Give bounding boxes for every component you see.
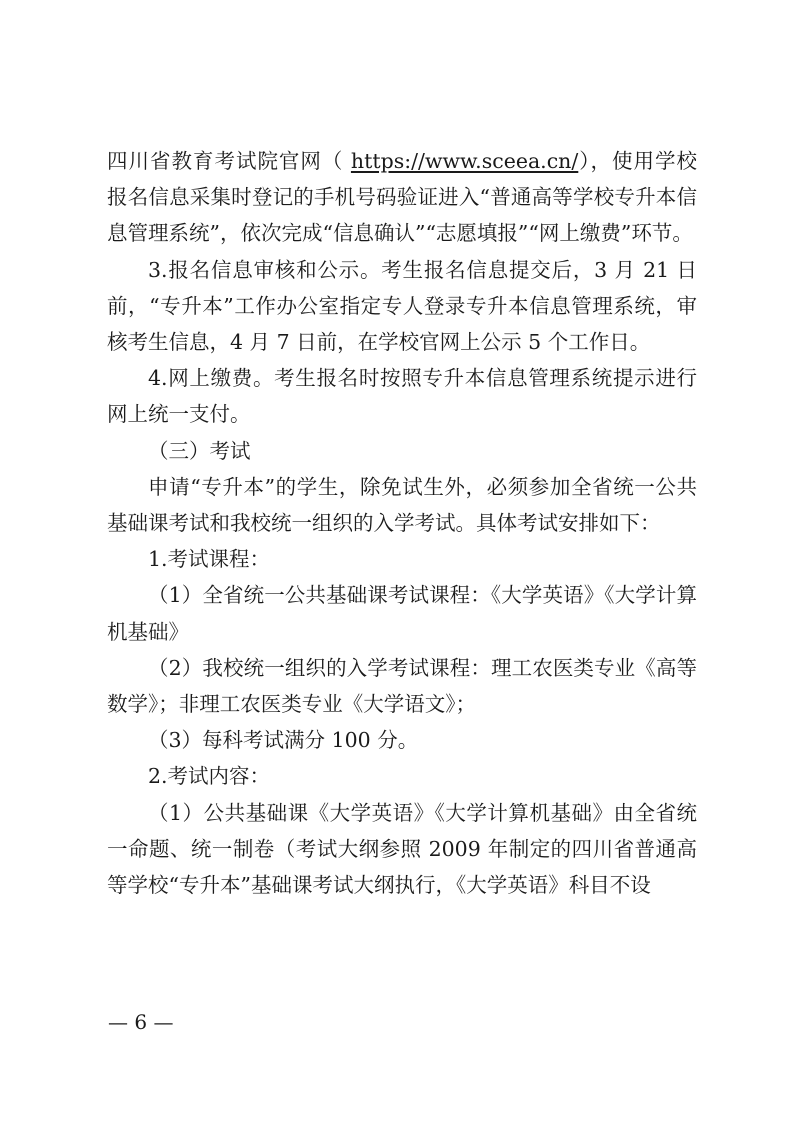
page-number: — 6 — [108,1010,174,1034]
section-heading-exam: （三）考试 [148,438,251,463]
paragraph-text: 四川省教育考试院官网（ [107,149,351,173]
paragraph-full-score: （3）每科考试满分 100 分。 [148,728,419,753]
paragraph-provincial-courses: （1）全省统一公共基础课考试课程：《大学英语》《大学计算机基础》 [107,583,697,644]
paragraph-exam-requirement: 申请“专升本”的学生，除免试生外，必须参加全省统一公共基础课考试和我校统一组织的入学考试。具体考试安排如下： [107,474,697,536]
paragraph-online-payment: 4.网上缴费。考生报名时按照专升本信息管理系统提示进行网上统一支付。 [107,366,697,427]
paragraph-review-and-publicity: 3.报名信息审核和公示。考生报名信息提交后，3 月 21 日前，“专升本”工作办公室指定专人登录专升本信息管理系统，审核考生信息，4 月 7 日前，在学校官网上公示 5 个工作日。 [107,257,697,355]
paragraph-school-courses: （2）我校统一组织的入学考试课程：理工农医类专业《高等数学》；非理工农医类专业《大学语文》； [107,655,697,717]
paragraph-registration-portal [107,143,697,252]
exam-institute-link[interactable]: https://www.sceea.cn/ [350,149,579,173]
paragraph-exam-content-heading: 2.考试内容： [148,764,271,789]
document-body [107,143,697,903]
paragraph-text: ），使用学校报名信息采集时登记的手机号码验证进入“普通高等学校专升本信息管理系统”，依次完成“信息确认”“志愿填报”“网上缴费”环节。 [107,149,697,246]
paragraph-public-course-content: （1）公共基础课《大学英语》《大学计算机基础》由全省统一命题、统一制卷（考试大纲参照 2009 年制定的四川省普通高等学校“专升本”基础课考试大纲执行，《大学英语》科目不设 [107,800,697,898]
paragraph-exam-courses-heading: 1.考试课程： [148,547,271,572]
